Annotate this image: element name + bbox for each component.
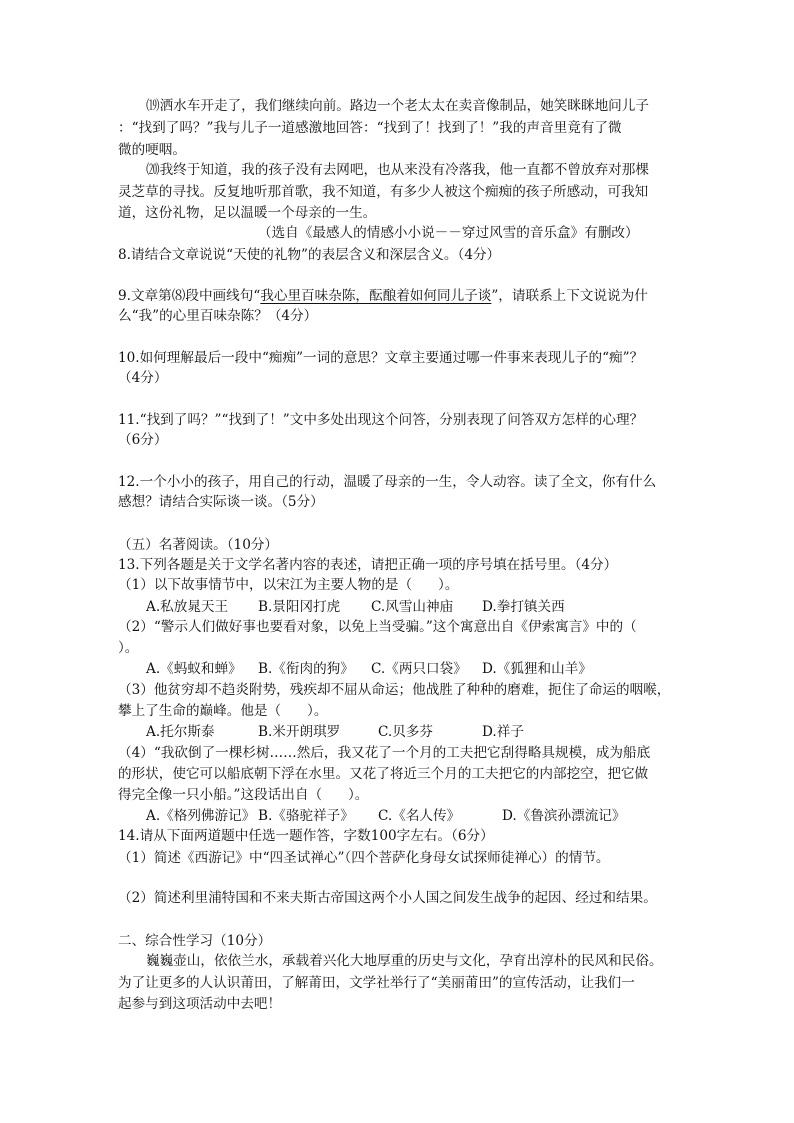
source-citation: （选自《最感人的情感小小说－－穿过风雪的音乐盒》有删改） (258, 225, 639, 241)
option-1a: A.私放晁天王 (146, 599, 229, 615)
option-3c: C.贝多芬 (378, 724, 434, 740)
question-9-line-1 (118, 286, 648, 307)
question-11-line-1: 11.“找到了吗？”“找到了！”文中多处出现这个问答，分别表现了问答双方怎样的心理？ (118, 412, 644, 428)
option-2b: B.《衔肉的狗》 (258, 661, 354, 677)
question-12-line-1: 12.一个小小的孩子，用自己的行动，温暖了母亲的一生，令人动容。读了全文，你有什么 (118, 474, 657, 490)
option-1c: C.风雪山神庙 (371, 599, 454, 615)
question-12-line-2: 感想？请结合实际谈一谈。（5分） (118, 494, 324, 510)
question-14: 14.请从下面两道题中任选一题作答，字数100字左右。（6分） (118, 828, 494, 844)
intro-line-3: 起参与到这项活动中去吧！ (118, 996, 282, 1012)
question-8: 8.请结合文章说说“天使的礼物”的表层含义和深层含义。（4分） (118, 247, 501, 263)
option-4c: C.《名人传》 (378, 808, 461, 824)
paragraph-20-line-2: 灵芝草的寻找。反复地听那首歌，我不知道，有多少人被这个痴痴的孩子所感动，可我知 (118, 184, 649, 200)
paragraph-19-line-2: ：“找到了吗？”我与儿子一道感激地回答：“找到了！找到了！”我的声音里竟有了微 (118, 120, 622, 136)
question-14-1: （1）简述《西游记》中“四圣试禅心”（四个菩萨化身母女试探师徒禅心）的情节。 (118, 850, 610, 866)
option-4b: B.《骆驼祥子》 (258, 808, 354, 824)
question-13-2-line-1: （2）“警示人们做好事也要看对象，以免上当受骗。”这个寓意出自《伊索寓言》中的（ (118, 619, 637, 635)
option-3a: A.托尔斯泰 (146, 724, 215, 740)
question-9-line-2: 么“我”的心里百味杂陈？（4分） (118, 308, 318, 324)
paragraph-19-line-1: ⒆洒水车开走了，我们继续向前。路边一个老太太在卖音像制品，她笑眯眯地问儿子 (146, 98, 649, 114)
option-4a: A.《格列佛游记》 (146, 808, 256, 824)
paragraph-19-line-3: 微的哽咽。 (118, 142, 186, 158)
question-9-text-a: 9.文章第⑻段中画线句“ (118, 288, 261, 304)
question-13-2-line-2: ）。 (118, 640, 139, 656)
question-14-2: （2）简述利里浦特国和不来夫斯古帝国这两个小人国之间发生战争的起因、经过和结果。 (118, 890, 657, 906)
option-4d: D.《鲁滨孙漂流记》 (502, 808, 626, 824)
intro-line-2: 为了让更多的人认识莆田，了解莆田，文学社举行了“美丽莆田”的宣传活动，让我们一 (118, 975, 635, 991)
intro-line-1: 巍巍壶山，依依兰水，承载着兴化大地厚重的历史与文化，孕育出淳朴的民风和民俗。 (146, 953, 663, 969)
question-10-line-2: （4分） (118, 370, 168, 386)
question-13-1: （1）以下故事情节中，以宋江为主要人物的是（ ）。 (118, 577, 459, 593)
section-2-heading: 二、综合性学习（10分） (118, 933, 272, 949)
question-13-4-line-2: 的形状，使它可以船底朝下浮在水里。又花了将近三个月的工夫把它的内部挖空，把它做 (118, 766, 649, 782)
option-1b: B.景阳冈打虎 (258, 599, 341, 615)
section-5-heading: （五）名著阅读。（10分） (118, 537, 279, 553)
question-11-line-2: （6分） (118, 432, 168, 448)
option-3b: B.米开朗琪罗 (258, 724, 341, 740)
question-13-3-line-1: （3）他贫穷却不趋炎附势，残疾却不屈从命运；他战胜了种种的磨难，扼住了命运的咽喉， (118, 682, 671, 698)
question-13-4-line-3: 得完全像一只小船。”这段话出自（ ）。 (118, 787, 369, 803)
paragraph-20-line-3: 道，这份礼物，足以温暖一个母亲的一生。 (118, 205, 377, 221)
paragraph-20-line-1: ⒇我终于知道，我的孩子没有去网吧，也从来没有冷落我，他一直都不曾放弃对那棵 (146, 162, 649, 178)
option-2c: C.《两只口袋》 (371, 661, 467, 677)
option-2d: D.《狐狸和山羊》 (482, 661, 592, 677)
question-13-3-line-2: 攀上了生命的巅峰。他是（ ）。 (118, 703, 328, 719)
question-13: 13.下列各题是关于文学名著内容的表述，请把正确一项的序号填在括号里。（4分） (118, 557, 618, 573)
question-13-4-line-1: （4）“我砍倒了一棵杉树……然后，我又花了一个月的工夫把它刮得略具规模，成为船底 (118, 745, 651, 761)
option-3d: D.祥子 (482, 724, 524, 740)
question-9-text-b: ”，请联系上下文说说为什 (491, 288, 648, 304)
option-1d: D.拳打镇关西 (482, 599, 565, 615)
question-9-underlined-sentence: 我心里百味杂陈，酝酿着如何同儿子谈 (260, 288, 492, 304)
option-2a: A.《蚂蚁和蝉》 (146, 661, 242, 677)
question-10-line-1: 10.如何理解最后一段中“痴痴”一词的意思？文章主要通过哪一件事来表现儿子的“痴”？ (118, 350, 644, 366)
